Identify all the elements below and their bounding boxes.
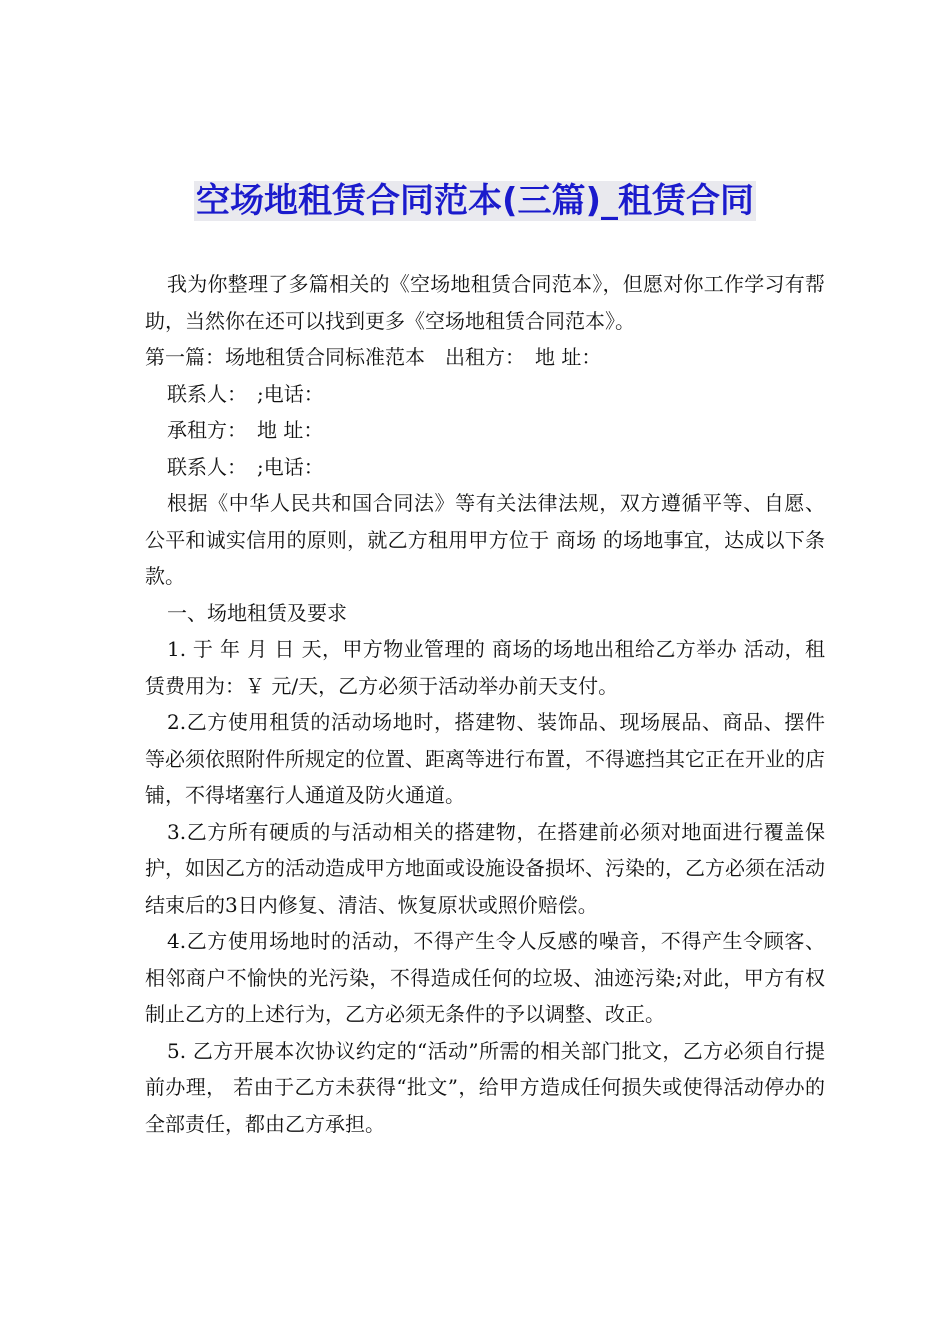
document-title-text: 空场地租赁合同范本(三篇)_租赁合同	[195, 181, 755, 221]
clause-1-1: 1. 于 年 月 日 天，甲方物业管理的 商场的场地出租给乙方举办 活动，租赁费用为：￥ 元/天，乙方必须于活动举办前天支付。	[145, 637, 825, 698]
clause-1-3: 3.乙方所有硬质的与活动相关的搭建物，在搭建前必须对地面进行覆盖保护，如因乙方的活动造成甲方地面或设施设备损坏、污染的，乙方必须在活动结束后的3日内修复、清洁、恢复原状或照价赔偿。	[145, 819, 825, 917]
document-body	[145, 266, 825, 1142]
document-title	[0, 174, 950, 228]
lessor-contact-line: 联系人： ;电话：	[167, 381, 324, 406]
intro-paragraph: 我为你整理了多篇相关的《空场地租赁合同范本》，但愿对你工作学习有帮助，当然你在还可以找到更多《空场地租赁合同范本》。	[145, 272, 825, 333]
clause-heading-1: 一、场地租赁及要求	[167, 600, 347, 625]
clause-1-4: 4.乙方使用场地时的活动，不得产生令人反感的噪音，不得产生令顾客、相邻商户不愉快的光污染，不得造成任何的垃圾、油迹污染;对此，甲方有权制止乙方的上述行为，乙方必须无条件的予以调整、改正。	[145, 929, 825, 1026]
clause-1-2: 2.乙方使用租赁的活动场地时，搭建物、装饰品、现场展品、商品、摆件等必须依照附件所规定的位置、距离等进行布置，不得遮挡其它正在开业的店铺，不得堵塞行人通道及防火通道。	[145, 710, 825, 807]
clause-1-5: 5. 乙方开展本次协议约定的“活动”所需的相关部门批文，乙方必须自行提前办理， 若由于乙方未获得“批文”，给甲方造成任何损失或使得活动停办的全部责任，都由乙方承担。	[145, 1038, 825, 1136]
lessee-contact-line: 联系人： ;电话：	[167, 454, 324, 479]
legal-basis-paragraph: 根据《中华人民共和国合同法》等有关法律法规，双方遵循平等、自愿、公平和诚实信用的原则，就乙方租用甲方位于 商场 的场地事宜，达成以下条款。	[145, 491, 825, 588]
lessee-line: 承租方： 地 址：	[167, 418, 324, 442]
section-heading-first: 第一篇：场地租赁合同标准范本 出租方： 地 址：	[145, 345, 602, 369]
